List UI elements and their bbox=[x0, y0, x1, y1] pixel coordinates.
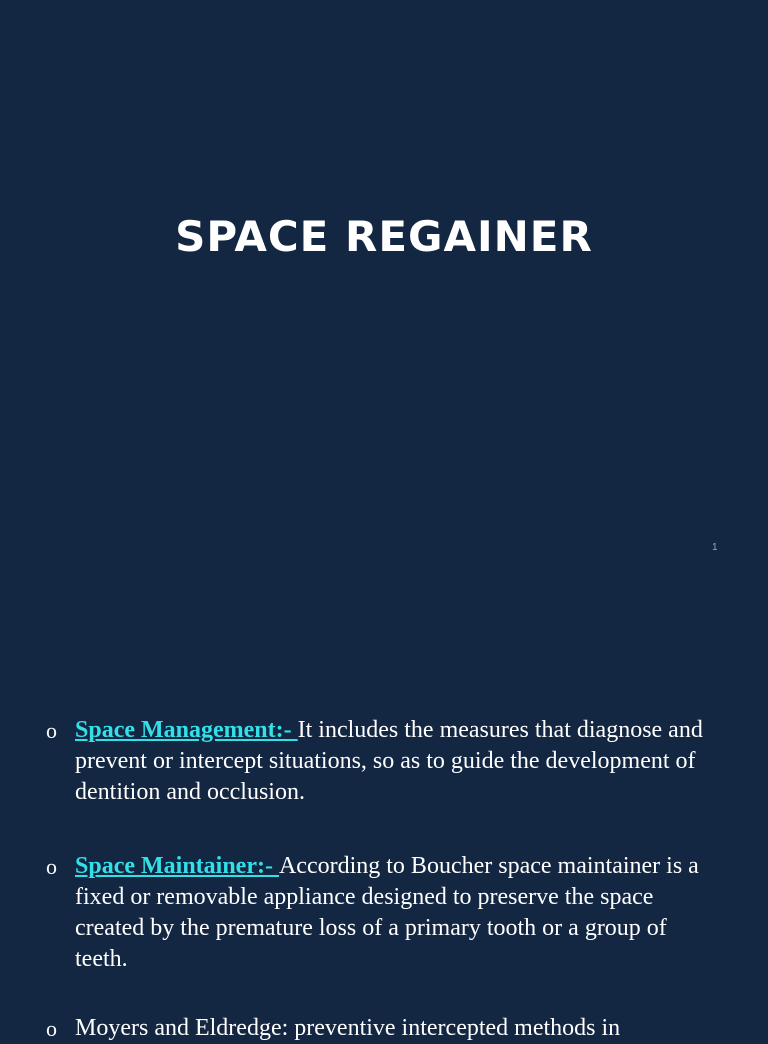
bullet-marker: o bbox=[46, 854, 57, 879]
bullet-body: According to Boucher space maintainer is a fixed or removable appliance designed to preserve the space created by the premature loss of a primary tooth or a group of teeth. bbox=[75, 853, 699, 972]
bullet-marker: o bbox=[46, 1016, 57, 1041]
bullet-body: Moyers and Eldredge: preventive intercepted methods in bbox=[75, 1015, 621, 1041]
bullet-body: It includes the measures that diagnose and prevent or intercept situations, so as to guide the development of dentition and occlusion. bbox=[75, 717, 703, 805]
bullet-term: Space Maintainer:- bbox=[75, 853, 279, 879]
slide-number: 1 bbox=[712, 542, 718, 553]
bullet-term: Space Management:- bbox=[75, 717, 298, 743]
content-slide bbox=[0, 700, 768, 1041]
bullet-text bbox=[75, 1013, 718, 1044]
bullet-item bbox=[46, 1013, 718, 1044]
bullet-marker: o bbox=[46, 718, 57, 743]
bullet-item bbox=[46, 715, 718, 808]
slide-title: SPACE REGAINER bbox=[175, 212, 593, 261]
bullet-text bbox=[75, 715, 718, 808]
bullet-text bbox=[75, 851, 718, 975]
bullet-item bbox=[46, 851, 718, 975]
